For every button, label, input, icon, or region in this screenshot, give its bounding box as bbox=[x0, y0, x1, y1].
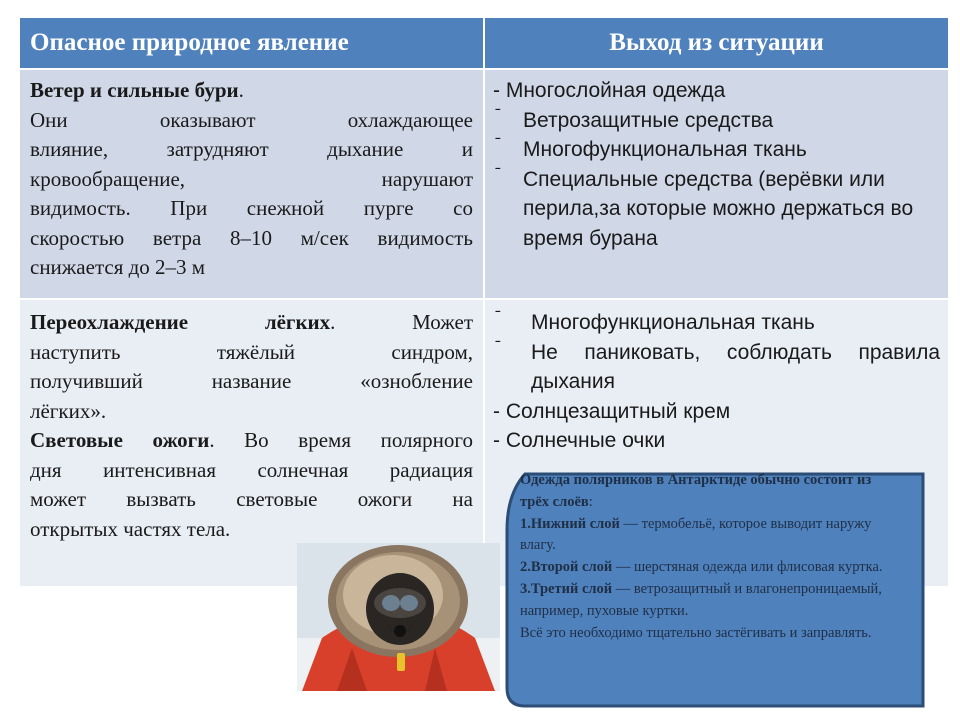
row1-text-line: влияние, затрудняют дыхание и bbox=[30, 137, 473, 161]
row1-bullet-item: ˉ Многофункциональная ткань bbox=[493, 135, 940, 165]
row2-bullet-item: ˉ Не паниковать, соблюдать правила дыхания bbox=[493, 338, 940, 397]
row2-bullet-item: ˉ Многофункциональная ткань bbox=[493, 308, 940, 338]
row2-text-line: дня интенсивная солнечная радиация bbox=[30, 457, 473, 482]
row2-title1: Переохлаждение лёгких bbox=[30, 310, 331, 334]
dash-bullet-icon: ˉ bbox=[495, 163, 501, 184]
dash-bullet-icon: ˉ bbox=[495, 104, 501, 125]
callout-text bbox=[520, 470, 900, 710]
callout-outro: Всё это необходимо тщательно застёгивать и заправлять. bbox=[520, 624, 872, 641]
row1-bullet-item: ˉ Ветрозащитные средства bbox=[493, 106, 940, 136]
row1-bullet-item: ˉ Специальные средства (верёвки или перила,за которые можно держаться во время бурана bbox=[493, 165, 940, 254]
row2-text-line: открытых частях тела. bbox=[30, 516, 231, 541]
row2-text-line: лёгких». bbox=[30, 398, 107, 423]
row1-text-line: видимость. При снежной пурге со bbox=[30, 196, 473, 220]
dash-bullet-icon: ˉ bbox=[495, 336, 501, 357]
header-hazard: Опасное природное явление bbox=[20, 18, 483, 68]
row2-text-line: получивший название «ознобление bbox=[30, 369, 473, 393]
row1-hazard-cell bbox=[20, 70, 483, 298]
row1-solution-cell bbox=[485, 70, 948, 298]
dash-bullet-icon: ˉ bbox=[495, 307, 501, 327]
row2-text-line: может вызвать световые ожоги на bbox=[30, 487, 473, 511]
row2-dash-item: - Солнцезащитный крем bbox=[493, 399, 731, 423]
row1-text-line: снижается до 2–3 м bbox=[30, 255, 206, 279]
row2-dash-item: - Солнечные очки bbox=[493, 429, 666, 452]
row1-title-line: Ветер и сильные бури. bbox=[30, 78, 244, 102]
row2-title2-line: Световые ожоги. Во время полярного bbox=[30, 428, 474, 452]
row1-text-line: кровообращение, нарушают bbox=[30, 166, 473, 191]
row1-title: Ветер и сильные бури bbox=[30, 78, 239, 102]
callout-layer-2: 2.Второй слой — шерстяная одежда или флисовая куртка. bbox=[520, 559, 883, 576]
callout-layer-3: 3.Третий слой — ветрозащитный и влагонепроницаемый, например, пуховые куртки. bbox=[520, 580, 882, 619]
dash-bullet-icon: ˉ bbox=[495, 134, 501, 154]
row2-title2: Световые ожоги bbox=[30, 428, 210, 452]
callout-layer-1: 1.Нижний слой — термобельё, которое выводит наружу влагу. bbox=[520, 515, 872, 554]
polar-explorer-illustration bbox=[297, 543, 500, 691]
header-solution: Выход из ситуации bbox=[485, 18, 948, 68]
callout-intro: Одежда полярников в Антарктиде обычно состоит из трёх слоёв: bbox=[520, 472, 872, 510]
row2-title1-line: Переохлаждение лёгких. Может bbox=[30, 310, 473, 334]
row2-text-line: наступить тяжёлый синдром, bbox=[30, 339, 473, 364]
row1-dash-item: - Многослойная одежда bbox=[493, 79, 726, 102]
row1-text-line: Они оказывают охлаждающее bbox=[30, 107, 473, 132]
row1-text-line: скоростью ветра 8–10 м/сек видимость bbox=[30, 225, 473, 250]
polar-explorer-photo bbox=[297, 543, 500, 691]
